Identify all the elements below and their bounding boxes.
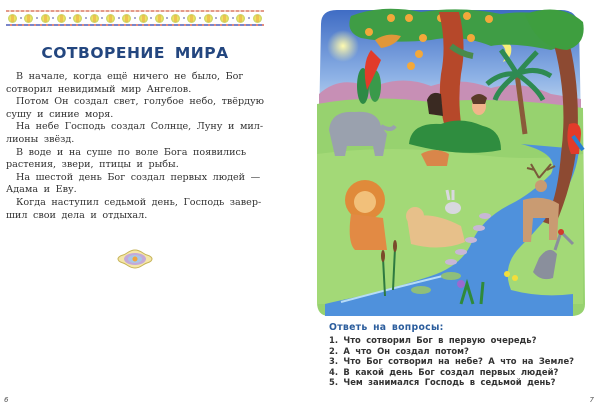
questions-section	[329, 322, 589, 388]
garden-of-eden-illustration	[311, 4, 589, 318]
ornament-dot-icon	[150, 17, 152, 19]
ornament-vignette-icon	[117, 249, 153, 269]
ornament-disc-icon	[73, 14, 82, 23]
ornamental-border	[6, 10, 264, 26]
page-number: 7	[589, 396, 594, 404]
ornament-disc-icon	[90, 14, 99, 23]
page-title: СОТВОРЕНИЕ МИРА	[41, 44, 229, 62]
ornament-disc-icon	[24, 14, 33, 23]
ornament-dot-icon	[52, 17, 54, 19]
ornament-dot-icon	[134, 17, 136, 19]
paragraph: На небе Господь создал Солнце, Луну и мил- лионы звёзд.	[6, 121, 264, 145]
ornament-disc-icon	[171, 14, 180, 23]
ornament-disc-icon	[41, 14, 50, 23]
question-item: 2. А что Он создал потом?	[329, 345, 469, 356]
question-item: 3. Что Бог сотворил на небе? А что на Земле?	[329, 356, 574, 367]
ornament-disc-icon	[139, 14, 148, 23]
ornament-disc-icon	[253, 14, 262, 23]
ornament-disc-icon	[122, 14, 131, 23]
question-item: 5. Чем занимался Господь в седьмой день?	[329, 377, 556, 388]
story-text	[6, 71, 267, 222]
paragraph: В начале, когда ещё ничего не было, Бог сотворил невидимый мир Ангелов.	[6, 71, 244, 95]
ornament-dot-icon	[215, 17, 217, 19]
paragraph: Когда наступил седьмой день, Господь завер- шил свои дела и отдыхал.	[6, 196, 262, 221]
ornament-dot-icon	[118, 17, 120, 19]
ornament-dot-icon	[20, 17, 22, 19]
ornament-disc-icon	[236, 14, 245, 23]
ornament-dot-icon	[199, 17, 201, 19]
ornament-dot-icon	[85, 17, 87, 19]
ornament-dot-icon	[36, 17, 38, 19]
ornament-disc-icon	[187, 14, 196, 23]
questions-list	[329, 335, 589, 388]
question-item: 4. В какой день Бог создал первых людей?	[329, 366, 559, 377]
page-number: 6	[4, 396, 9, 404]
right-page	[300, 0, 600, 408]
ornament-disc-icon	[204, 14, 213, 23]
question-item: 1. Что сотворил Бог в первую очередь?	[329, 335, 537, 345]
paragraph: На шестой день Бог создал первых людей — Адама и Еву.	[6, 171, 261, 196]
paragraph: Потом Он создал свет, голубое небо, твёрдую сушу и синие моря.	[6, 96, 265, 120]
ornament-dot-icon	[166, 17, 168, 19]
ornament-disc-icon	[155, 14, 164, 23]
ornament-dot-icon	[101, 17, 103, 19]
ornament-disc-icon	[106, 14, 115, 23]
ornament-dot-icon	[248, 17, 250, 19]
ornament-disc-icon	[57, 14, 66, 23]
ornament-dot-icon	[183, 17, 185, 19]
questions-heading: Ответь на вопросы:	[329, 322, 444, 333]
ornament-dot-icon	[232, 17, 234, 19]
ornament-dot-icon	[69, 17, 71, 19]
ornament-disc-icon	[8, 14, 17, 23]
paragraph: В воде и на суше по воле Бога появились растения, звери, птицы и рыбы.	[6, 146, 247, 171]
ornament-disc-icon	[220, 14, 229, 23]
